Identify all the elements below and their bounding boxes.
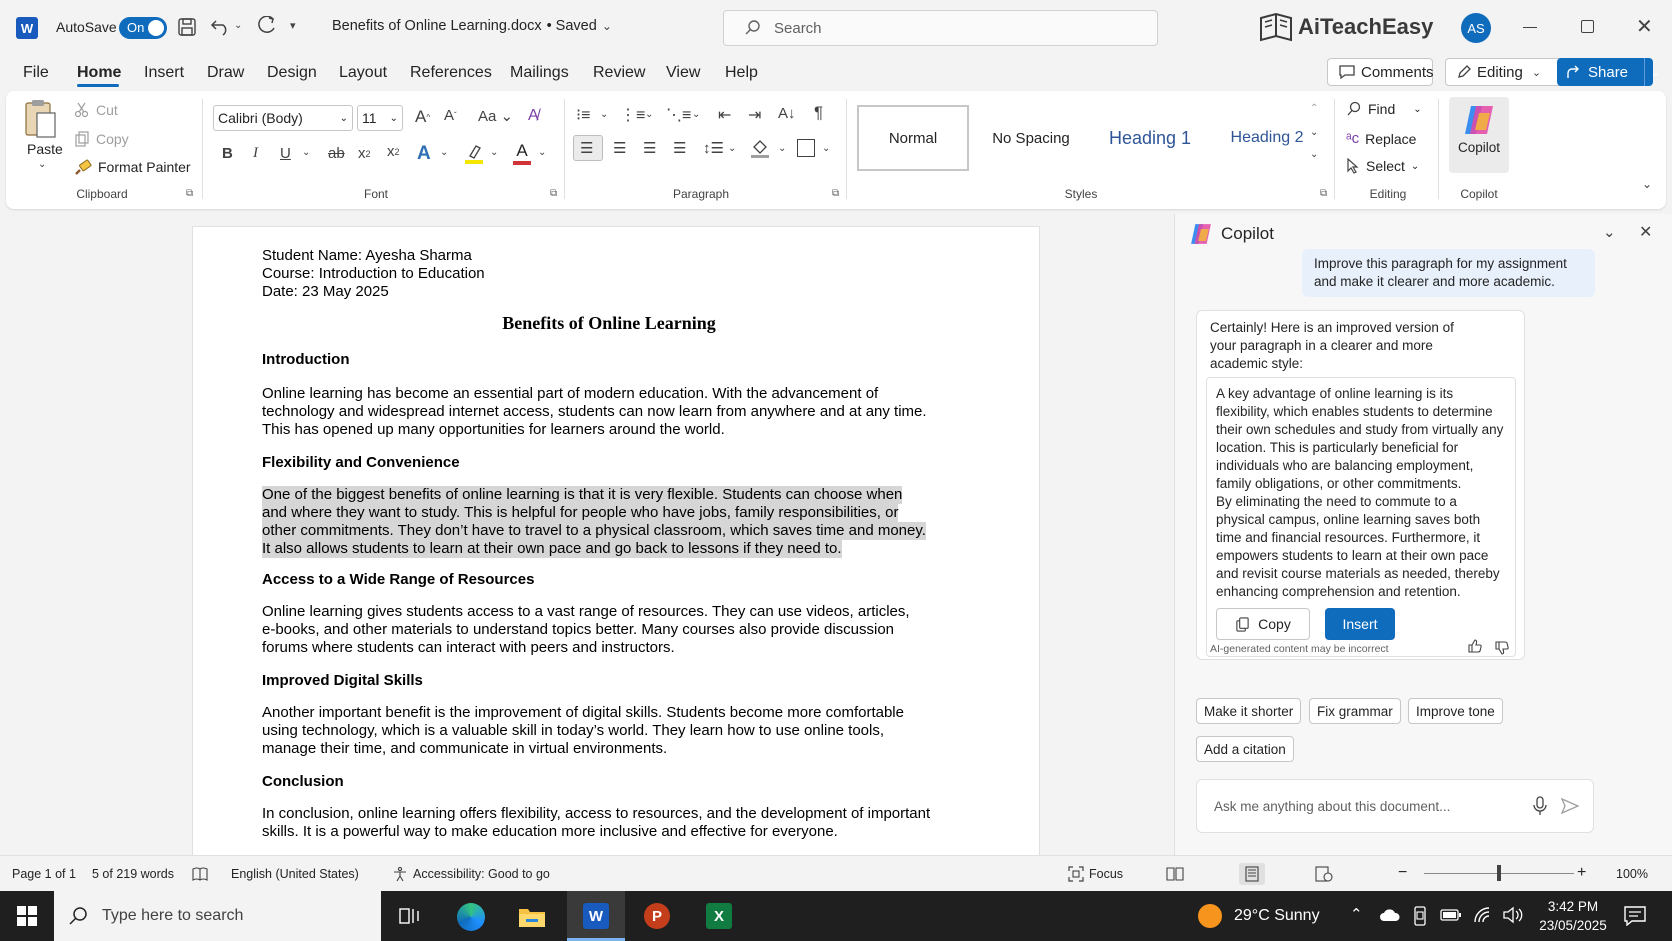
tab-layout[interactable]: Layout <box>339 64 388 81</box>
paragraph-line: This has opened up many opportunities for learners around the world. <box>262 421 725 438</box>
dialog-launcher-icon[interactable]: ⧉ <box>550 188 558 199</box>
chevron-down-icon[interactable]: ⌄ <box>600 109 609 120</box>
paragraph-line: other commitments. They don’t have to travel to a physical classroom, which saves time and money. <box>262 522 926 539</box>
font-color-icon[interactable]: A <box>513 141 531 165</box>
proofing-icon[interactable] <box>192 866 208 882</box>
numbering-icon[interactable]: ⋮≡ <box>620 107 646 124</box>
document-title[interactable] <box>332 18 612 34</box>
paintbrush-icon <box>74 159 92 175</box>
suggestion-chip-tone[interactable]: Improve tone <box>1408 698 1503 724</box>
paste-icon[interactable] <box>22 99 58 135</box>
suggested-text-box <box>1206 377 1516 657</box>
student-name-line: Student Name: Ayesha Sharma <box>262 247 472 264</box>
minimize-icon[interactable] <box>1523 27 1537 28</box>
battery-icon[interactable] <box>1440 908 1462 922</box>
find-label: Find <box>1368 101 1396 117</box>
section-heading: Access to a Wide Range of Resources <box>262 571 535 588</box>
format-painter-label: Format Painter <box>98 159 191 175</box>
copy-icon <box>1235 617 1250 632</box>
word-count[interactable]: 5 of 219 words <box>92 867 174 881</box>
student-info <box>262 247 485 301</box>
brand-name: AiTeachEasy <box>1298 14 1434 39</box>
copy-response-button[interactable] <box>1216 608 1310 640</box>
weather-text[interactable]: 29°C Sunny <box>1234 907 1320 924</box>
copilot-button-label: Copilot <box>1457 140 1501 155</box>
multilevel-list-icon[interactable]: ⋱≡ <box>666 107 692 124</box>
select-button[interactable] <box>1346 158 1419 174</box>
superscript-icon[interactable]: x 2 <box>387 143 400 160</box>
insert-button[interactable]: Insert <box>1325 608 1395 640</box>
paragraph-line: Online learning has become an essential part of modern education. With the advancement of <box>262 385 879 402</box>
wifi-icon[interactable] <box>1473 906 1493 924</box>
editing-mode-button[interactable] <box>1445 58 1572 86</box>
style-no-spacing[interactable]: No Spacing <box>992 129 1070 147</box>
shading-icon[interactable] <box>750 137 772 159</box>
paragraph-line: Another important benefit is the improvement of digital skills. Students become more comfortable <box>262 704 904 721</box>
doc-title-text: Benefits of Online Learning.docx <box>332 18 542 34</box>
format-painter-button[interactable] <box>74 159 191 175</box>
group-separator <box>1438 99 1439 199</box>
copilot-logo-icon <box>1462 103 1496 137</box>
search-icon <box>744 19 762 37</box>
redo-icon[interactable] <box>255 16 277 36</box>
thumbs-down-icon[interactable] <box>1494 640 1510 656</box>
clipboard-group-label: Clipboard <box>76 187 128 201</box>
clear-formatting-icon[interactable]: A̸ <box>528 107 539 124</box>
undo-icon[interactable] <box>210 16 232 36</box>
tab-view[interactable]: View <box>666 64 701 81</box>
paragraph-line: One of the biggest benefits of online learning is that it is very flexible. Students can choose when <box>262 486 903 503</box>
paragraph-group-label: Paragraph <box>672 187 730 201</box>
doc-status-text: • Saved <box>546 18 597 34</box>
comment-icon <box>1338 64 1356 80</box>
paragraph-line: technology and widespread internet access, students can now learn from anywhere and at any time. <box>262 403 927 420</box>
group-separator <box>202 99 203 199</box>
paragraph-line: skills. It is a powerful way to make education more inclusive and effective for everyone. <box>262 823 838 840</box>
tab-help[interactable]: Help <box>725 64 758 81</box>
undo-dropdown-icon[interactable]: ⌄ <box>234 20 243 31</box>
copy-response-label: Copy <box>1258 616 1291 632</box>
paragraph-line: In conclusion, online learning offers flexibility, access to resources, and the development of important <box>262 805 931 822</box>
subscript-icon[interactable]: x 2 <box>358 145 371 162</box>
edge-browser-icon[interactable] <box>457 903 485 931</box>
accessibility-icon <box>392 866 408 882</box>
tab-file[interactable]: File <box>23 64 49 81</box>
paragraph-line: manage their time, and communicate in virtual environments. <box>262 740 668 757</box>
underline-icon[interactable]: U <box>280 145 291 162</box>
justify-icon[interactable]: ☰ <box>673 140 687 157</box>
copilot-input-placeholder: Ask me anything about this document... <box>1214 798 1451 814</box>
copilot-response-card <box>1196 310 1525 660</box>
search-icon <box>1346 101 1362 117</box>
font-name-select[interactable] <box>213 105 353 131</box>
selected-paragraph <box>262 486 926 558</box>
user-prompt-bubble: Improve this paragraph for my assignment and make it clearer and more academic. <box>1302 249 1595 297</box>
response-intro: Certainly! Here is an improved version of your paragraph in a clearer and more academic style: <box>1210 320 1454 371</box>
share-icon <box>1566 65 1582 79</box>
tab-design[interactable]: Design <box>267 64 317 81</box>
paragraph-line: Online learning gives students access to a vast range of resources. They can use videos, articles, <box>262 603 910 620</box>
ribbon <box>6 91 1666 209</box>
underline-dropdown-icon[interactable]: ⌄ <box>302 147 311 158</box>
paragraph-line: and where they want to study. This is helpful for people who have jobs, family responsibilities, or <box>262 504 899 521</box>
change-case-icon[interactable]: Aa ⌄ <box>478 108 514 125</box>
copy-button[interactable] <box>74 131 129 147</box>
tab-insert[interactable]: Insert <box>144 64 185 81</box>
replace-button[interactable] <box>1346 130 1416 147</box>
font-size-value: 11 <box>362 110 377 126</box>
suggestion-chip-citation[interactable]: Add a citation <box>1196 736 1294 762</box>
brand-logo <box>1258 10 1433 44</box>
paragraph-line: using technology, which is a valuable skill in today’s world. They learn how to use online tools, <box>262 722 885 739</box>
section-heading: Improved Digital Skills <box>262 672 423 689</box>
group-separator <box>846 99 847 199</box>
align-left-icon: ☰ <box>580 140 594 157</box>
tab-home[interactable]: Home <box>77 64 122 81</box>
copy-label: Copy <box>96 131 129 147</box>
copilot-input-box[interactable] <box>1196 779 1594 833</box>
align-right-icon[interactable]: ☰ <box>643 140 657 157</box>
clock-date: 23/05/2025 <box>1539 918 1607 933</box>
style-heading-1[interactable]: Heading 1 <box>1108 127 1192 148</box>
group-separator <box>1334 99 1335 199</box>
document-title: Benefits of Online Learning <box>502 313 716 333</box>
paste-dropdown-icon[interactable]: ⌄ <box>38 159 47 170</box>
paste-label[interactable]: Paste <box>27 141 63 157</box>
zoom-level[interactable]: 100% <box>1616 867 1648 881</box>
close-icon[interactable]: ✕ <box>1636 16 1653 38</box>
volume-icon[interactable] <box>1502 906 1524 924</box>
decrease-indent-icon[interactable]: ⇤ <box>718 107 732 124</box>
document-canvas <box>0 214 1174 855</box>
editing-group-label: Editing <box>1369 187 1407 201</box>
print-layout-icon <box>1244 866 1260 882</box>
suggestion-chip-shorter[interactable]: Make it shorter <box>1196 698 1301 724</box>
chevron-down-icon: ⌄ <box>1410 160 1420 172</box>
suggested-text-2: By eliminating the need to commute to a physical campus, online learning saves both time and financial resources. Furthermore, it empowers students to learn at their own pace and revisit course materials as needed, thereby enhancing comprehension and retention. <box>1216 494 1500 599</box>
word-logo-icon: W <box>16 17 38 39</box>
page-count[interactable]: Page 1 of 1 <box>12 867 76 881</box>
device-icon[interactable] <box>1413 906 1427 926</box>
share-dropdown-icon[interactable]: ⌄ <box>1644 58 1660 86</box>
style-normal[interactable]: Normal <box>857 105 969 171</box>
comments-button[interactable] <box>1327 58 1433 86</box>
chevron-down-icon[interactable]: ⌄ <box>692 109 701 120</box>
taskbar-search-box[interactable] <box>54 891 381 941</box>
section-heading: Flexibility and Convenience <box>262 454 460 471</box>
pencil-icon <box>1456 64 1472 80</box>
tab-mailings[interactable]: Mailings <box>510 64 569 81</box>
sun-weather-icon <box>1198 904 1222 928</box>
line-spacing-icon[interactable]: ↕☰ <box>703 140 724 157</box>
share-label: Share <box>1588 63 1629 81</box>
microphone-icon[interactable] <box>1533 796 1547 816</box>
tab-review[interactable]: Review <box>593 64 646 81</box>
group-separator <box>564 99 565 199</box>
shrink-font-icon[interactable]: A ˇ <box>444 107 457 124</box>
cut-label: Cut <box>96 102 118 118</box>
dialog-launcher-icon[interactable]: ⧉ <box>832 188 840 199</box>
paragraph <box>262 805 930 841</box>
section-heading: Introduction <box>262 351 350 368</box>
styles-group-label: Styles <box>1064 187 1098 201</box>
language[interactable]: English (United States) <box>231 867 359 881</box>
collapse-ribbon-icon[interactable]: ⌄ <box>1642 177 1653 191</box>
chevron-down-icon: ⌄ <box>1413 103 1422 115</box>
scissors-icon <box>74 102 90 118</box>
chevron-down-icon[interactable]: ⌄ <box>538 147 547 158</box>
highlighter-icon[interactable] <box>464 143 484 165</box>
borders-icon[interactable] <box>797 139 815 157</box>
chevron-down-icon[interactable]: ⌄ <box>728 143 737 154</box>
paragraph-line: e-books, and other materials to understand topics better. Many courses also provide discussion <box>262 621 895 638</box>
chevron-down-icon: ⌄ <box>601 19 612 33</box>
dialog-launcher-icon[interactable]: ⧉ <box>1320 188 1328 199</box>
active-tab-indicator <box>77 84 119 87</box>
editing-label: Editing <box>1477 63 1523 81</box>
replace-label: Replace <box>1365 130 1417 147</box>
font-size-select[interactable] <box>357 105 403 131</box>
find-button[interactable] <box>1346 101 1422 117</box>
show-formatting-marks-icon[interactable]: ¶ <box>814 103 824 122</box>
grow-font-icon[interactable]: A ^ <box>415 107 431 126</box>
show-hidden-icons-icon[interactable]: ⌃ <box>1350 906 1363 923</box>
web-layout-icon[interactable] <box>1315 866 1333 882</box>
status-bar <box>0 855 1672 891</box>
paragraph-line: It also allows students to learn at their own pace and go back to lessons if they need to. <box>262 540 842 557</box>
copy-icon <box>74 131 90 147</box>
document-page[interactable] <box>192 226 1040 855</box>
zoom-out-icon[interactable]: − <box>1398 864 1408 881</box>
title-bar <box>0 0 1672 56</box>
select-label: Select <box>1366 158 1405 174</box>
paragraph <box>262 704 904 758</box>
send-icon[interactable] <box>1561 798 1579 814</box>
section-heading: Conclusion <box>262 773 344 790</box>
chevron-down-icon: ⌄ <box>389 112 398 124</box>
copilot-group-label: Copilot <box>1460 187 1498 201</box>
read-mode-icon[interactable] <box>1166 866 1184 882</box>
focus-icon <box>1068 866 1084 882</box>
styles-more-icon[interactable]: ⌄ <box>1310 149 1319 160</box>
chevron-down-icon[interactable]: ⌄ <box>490 147 499 158</box>
tab-draw[interactable]: Draw <box>207 64 245 81</box>
paragraph <box>262 385 927 439</box>
paragraph <box>262 603 910 657</box>
tab-references[interactable]: References <box>410 64 492 81</box>
bold-icon[interactable]: B <box>222 145 233 162</box>
chevron-down-icon[interactable]: ⌄ <box>778 143 787 154</box>
chevron-down-icon[interactable]: ⌄ <box>822 143 831 154</box>
ai-disclaimer: AI-generated content may be incorrect <box>1210 643 1389 655</box>
clock[interactable] <box>1538 897 1608 935</box>
align-center-icon[interactable]: ☰ <box>613 140 627 157</box>
taskbar-search-placeholder: Type here to search <box>102 907 244 924</box>
paragraph-line: forums where students can interact with peers and instructors. <box>262 639 675 656</box>
customize-toolbar-icon[interactable]: ▾ <box>290 20 296 32</box>
bullets-icon[interactable]: ⁝≡ <box>576 107 591 124</box>
search-icon <box>68 906 88 926</box>
notifications-icon[interactable] <box>1624 906 1646 926</box>
autosave-label: AutoSave <box>56 19 117 35</box>
suggested-text-1: A key advantage of online learning is its flexibility, which enables students to determine their own schedules and study from virtually any location. This is particularly beneficial for individuals who are balancing employment, family obligations, or other commitments. <box>1216 386 1504 491</box>
copilot-pane-title: Copilot <box>1221 224 1274 243</box>
clock-time: 3:42 PM <box>1547 899 1599 914</box>
thumbs-up-icon[interactable] <box>1467 638 1483 654</box>
close-icon[interactable]: ✕ <box>1639 224 1653 241</box>
restore-icon[interactable] <box>1581 20 1594 33</box>
copilot-ribbon-button[interactable] <box>1449 97 1509 173</box>
focus-button[interactable]: Focus <box>1089 867 1124 881</box>
chevron-down-icon: ⌄ <box>339 112 348 124</box>
task-view-icon[interactable] <box>399 906 421 926</box>
minimize-pane-icon[interactable]: ⌄ <box>1603 224 1616 241</box>
italic-icon[interactable]: I <box>253 145 258 161</box>
text-effects-icon[interactable]: A <box>417 143 431 164</box>
cursor-icon <box>1346 158 1360 174</box>
chevron-down-icon: ⌄ <box>1531 66 1542 79</box>
autosave-state: On <box>127 20 145 35</box>
share-button[interactable] <box>1557 58 1661 86</box>
styles-scroll-down-icon[interactable]: ⌄ <box>1310 127 1319 138</box>
search-box[interactable] <box>723 10 1158 46</box>
search-placeholder: Search <box>774 19 822 37</box>
comments-label: Comments <box>1361 63 1434 81</box>
toggle-knob <box>148 20 164 36</box>
cut-button[interactable] <box>74 102 118 118</box>
avatar[interactable]: AS <box>1461 13 1491 43</box>
styles-scroll-up-icon[interactable]: ⌃ <box>1310 103 1319 114</box>
date-line: Date: 23 May 2025 <box>262 283 389 300</box>
copilot-logo-icon <box>1189 222 1213 246</box>
powerpoint-app-icon[interactable]: P <box>644 903 670 929</box>
strikethrough-icon[interactable]: ab <box>328 145 345 162</box>
dialog-launcher-icon[interactable]: ⧉ <box>186 188 194 199</box>
autosave-toggle[interactable] <box>119 17 167 39</box>
font-name-value: Calibri (Body) <box>218 110 303 126</box>
replace-icon: ᵃc <box>1346 130 1360 147</box>
chevron-down-icon[interactable]: ⌄ <box>645 109 654 120</box>
windows-start-icon[interactable] <box>17 906 37 926</box>
taskbar <box>0 891 1672 941</box>
word-app-icon: W <box>583 903 609 929</box>
course-line: Course: Introduction to Education <box>262 265 485 282</box>
excel-app-icon[interactable]: X <box>706 903 732 929</box>
zoom-in-icon[interactable]: + <box>1577 864 1587 881</box>
chevron-down-icon[interactable]: ⌄ <box>440 147 449 158</box>
file-explorer-icon[interactable] <box>518 905 546 929</box>
zoom-slider-thumb[interactable] <box>1497 865 1501 881</box>
accessibility-status[interactable]: Accessibility: Good to go <box>413 867 550 881</box>
book-logo-icon <box>1258 10 1294 44</box>
increase-indent-icon[interactable]: ⇥ <box>748 107 762 124</box>
copilot-pane <box>1174 214 1672 855</box>
font-group-label: Font <box>363 187 388 201</box>
sort-icon[interactable]: A↓ <box>778 105 796 122</box>
onedrive-cloud-icon[interactable] <box>1379 908 1401 922</box>
save-icon[interactable] <box>177 17 197 37</box>
style-heading-2[interactable]: Heading 2 <box>1230 129 1304 146</box>
suggestion-chip-grammar[interactable]: Fix grammar <box>1309 698 1401 724</box>
